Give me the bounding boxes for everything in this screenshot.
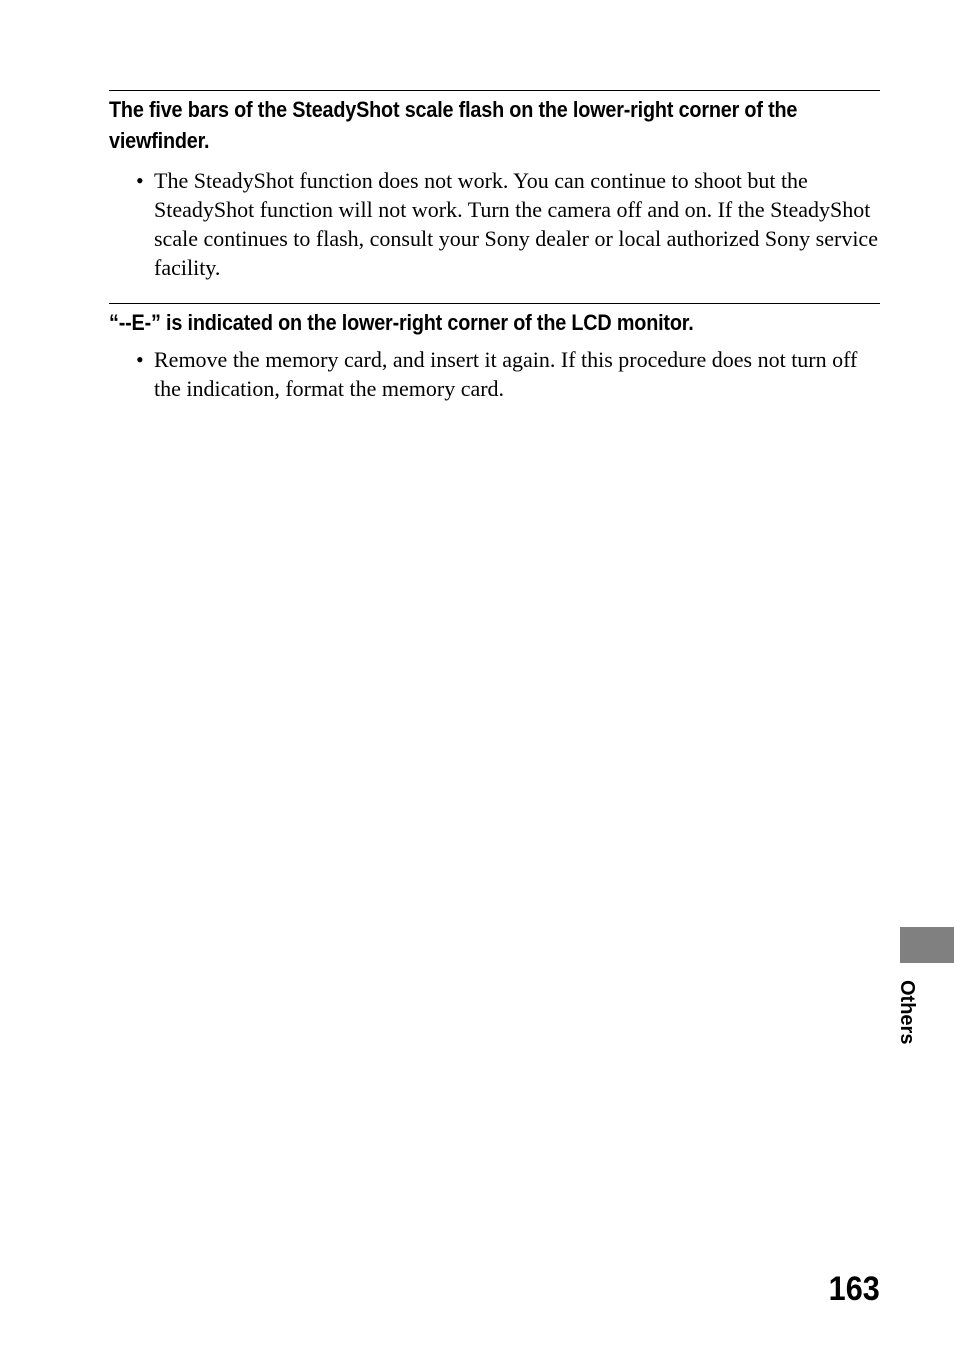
chapter-tab-marker: [900, 927, 954, 963]
bullet-list: [109, 166, 880, 282]
chapter-tab-label: Others: [896, 980, 918, 1045]
bullet-item: [109, 345, 880, 403]
bullet-item: [109, 166, 880, 282]
bullet-list: [109, 345, 880, 403]
bullet-icon: •: [136, 347, 144, 372]
troubleshooting-section-steadyshot: [109, 90, 880, 282]
page-number: 163: [828, 1270, 880, 1308]
section-heading: “--E-” is indicated on the lower-right corner of the LCD monitor.: [109, 310, 694, 335]
bullet-text: The SteadyShot function does not work. You can continue to shoot but the SteadyShot function will not work. Turn the camera off and on. If the SteadyShot scale continues to flash, consult your Sony dealer or local authorized Sony service facility.: [154, 168, 878, 280]
troubleshooting-section-e-indicator: [109, 303, 880, 403]
section-heading: The five bars of the SteadyShot scale flash on the lower-right corner of the viewfinder.: [109, 97, 798, 153]
bullet-icon: •: [136, 168, 144, 193]
bullet-text: Remove the memory card, and insert it again. If this procedure does not turn off the indication, format the memory card.: [154, 347, 858, 401]
